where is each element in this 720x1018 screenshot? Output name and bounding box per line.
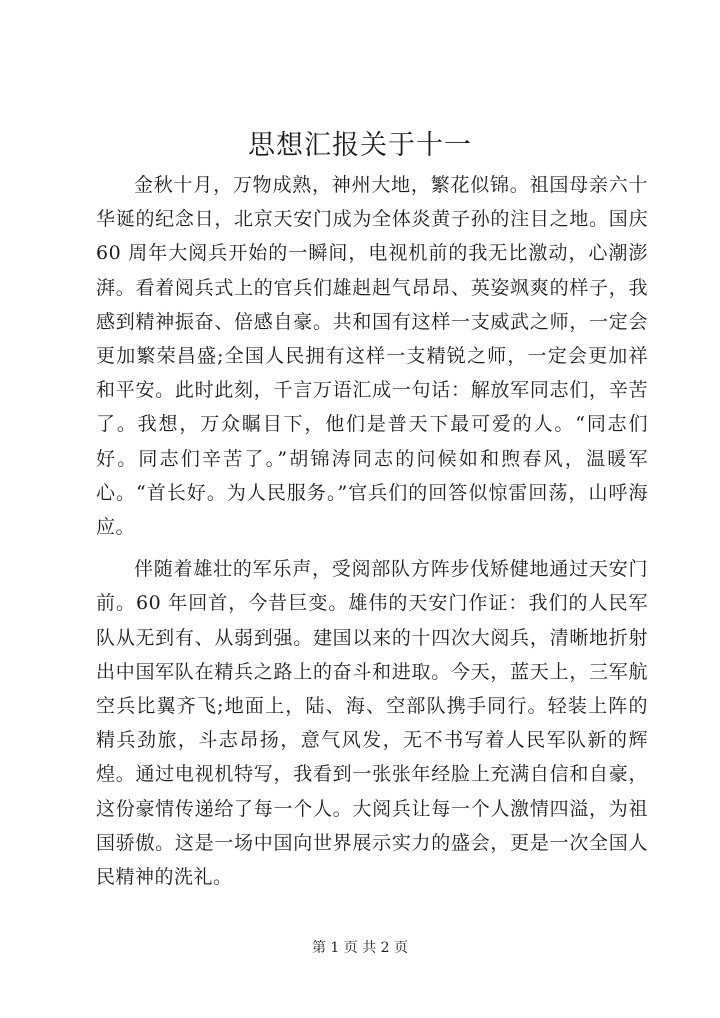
page-footer: 第 1 页 共 2 页 [311,940,409,956]
paragraph-2: 伴随着雄壮的军乐声，受阅部队方阵步伐矫健地通过天安门前。60 年回首，今昔巨变。雄伟的天安门作证：我们的人民军队从无到有、从弱到强。建国以来的十四次大阅兵，清晰地折射出中国军队在精兵之路上的奋斗和进取。今天，蓝天上，三军航空兵比翼齐飞;地面上，陆、海、空部队携手同行。轻装上阵的精兵劲旅，斗志昂扬，意气风发，无不书写着人民军队新的辉煌。通过电视机特写，我看到一张张年经脸上充满自信和自豪，这份豪情传递给了每一个人。大阅兵让每一个人激情四溢，为祖国骄傲。这是一场中国向世界展示实力的盛会，更是一次全国人民精神的洗礼。 [96,558,648,889]
document-title: 思想汇报关于十一 [248,130,472,161]
paragraph-1: 金秋十月，万物成熟，神州大地，繁花似锦。祖国母亲六十华诞的纪念日，北京天安门成为全体炎黄子孙的注目之地。国庆 60 周年大阅兵开始的一瞬间，电视机前的我无比激动，心潮澎湃。看着阅兵式上的官兵们雄赳赳气昂昂、英姿飒爽的样子，我感到精神振奋、倍感自豪。共和国有这样一支威武之师，一定会更加繁荣昌盛;全国人民拥有这样一支精锐之师，一定会更加祥和平安。此时此刻，千言万语汇成一句话：解放军同志们，辛苦了。我想，万众瞩目下，他们是普天下最可爱的人。“同志们好。同志们辛苦了。”胡锦涛同志的问候如和煦春风，温暖军心。“首长好。为人民服务。”官兵们的回答似惊雷回荡，山呼海应。 [96,174,648,539]
document-body [96,168,648,894]
